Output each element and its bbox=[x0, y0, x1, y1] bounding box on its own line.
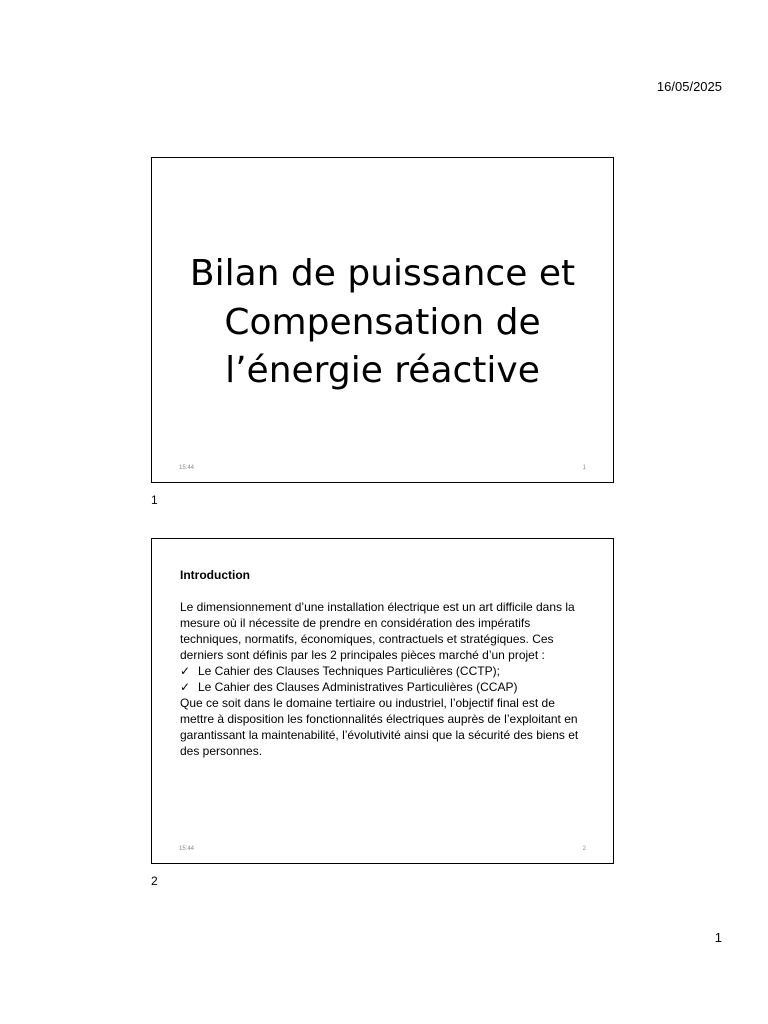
slide-footer-number: 2 bbox=[582, 846, 586, 852]
list-item bbox=[180, 679, 590, 695]
slide-footer-time: 15:44 bbox=[179, 465, 195, 471]
slide-1 bbox=[151, 157, 614, 483]
section-heading: Introduction bbox=[180, 568, 250, 582]
title-line: Compensation de bbox=[224, 301, 541, 343]
list-item-text: Le Cahier des Clauses Techniques Particulières (CCTP); bbox=[198, 664, 500, 678]
slide-2 bbox=[151, 538, 614, 864]
slide-label: 1 bbox=[151, 493, 158, 507]
slide-footer-number: 1 bbox=[582, 465, 586, 471]
checkmark-icon: ✓ bbox=[180, 680, 191, 694]
title-line: Bilan de puissance et bbox=[189, 253, 576, 294]
page-date: 16/05/2025 bbox=[656, 79, 722, 94]
title-line: l’énergie réactive bbox=[225, 350, 540, 392]
page-number: 1 bbox=[714, 930, 722, 945]
intro-paragraph: Le dimensionnement d’une installation électrique est un art difficile dans la mesure où il nécessite de prendre en considération des impératifs techniques, normatifs, économiques, contractuels et stratégiques. Ces derniers sont définis par les 2 principales pièces marché d’un projet : bbox=[180, 600, 575, 662]
slide-body bbox=[180, 567, 590, 759]
conclusion-paragraph: Que ce soit dans le domaine tertiaire ou industriel, l’objectif final est de mettre à disposition les fonctionnalités électriques auprès de l’exploitant en garantissant la maintenabilité, l’évolutivité ainsi que la sécurité des biens et des personnes. bbox=[180, 696, 579, 758]
list-item bbox=[180, 663, 590, 679]
bullet-list bbox=[180, 663, 590, 695]
slide-title bbox=[152, 250, 613, 396]
list-item-text: Le Cahier des Clauses Administratives Particulières (CCAP) bbox=[198, 680, 518, 694]
slide-label: 2 bbox=[151, 874, 158, 888]
slide-footer-time: 15:44 bbox=[179, 846, 195, 852]
checkmark-icon: ✓ bbox=[180, 664, 191, 678]
